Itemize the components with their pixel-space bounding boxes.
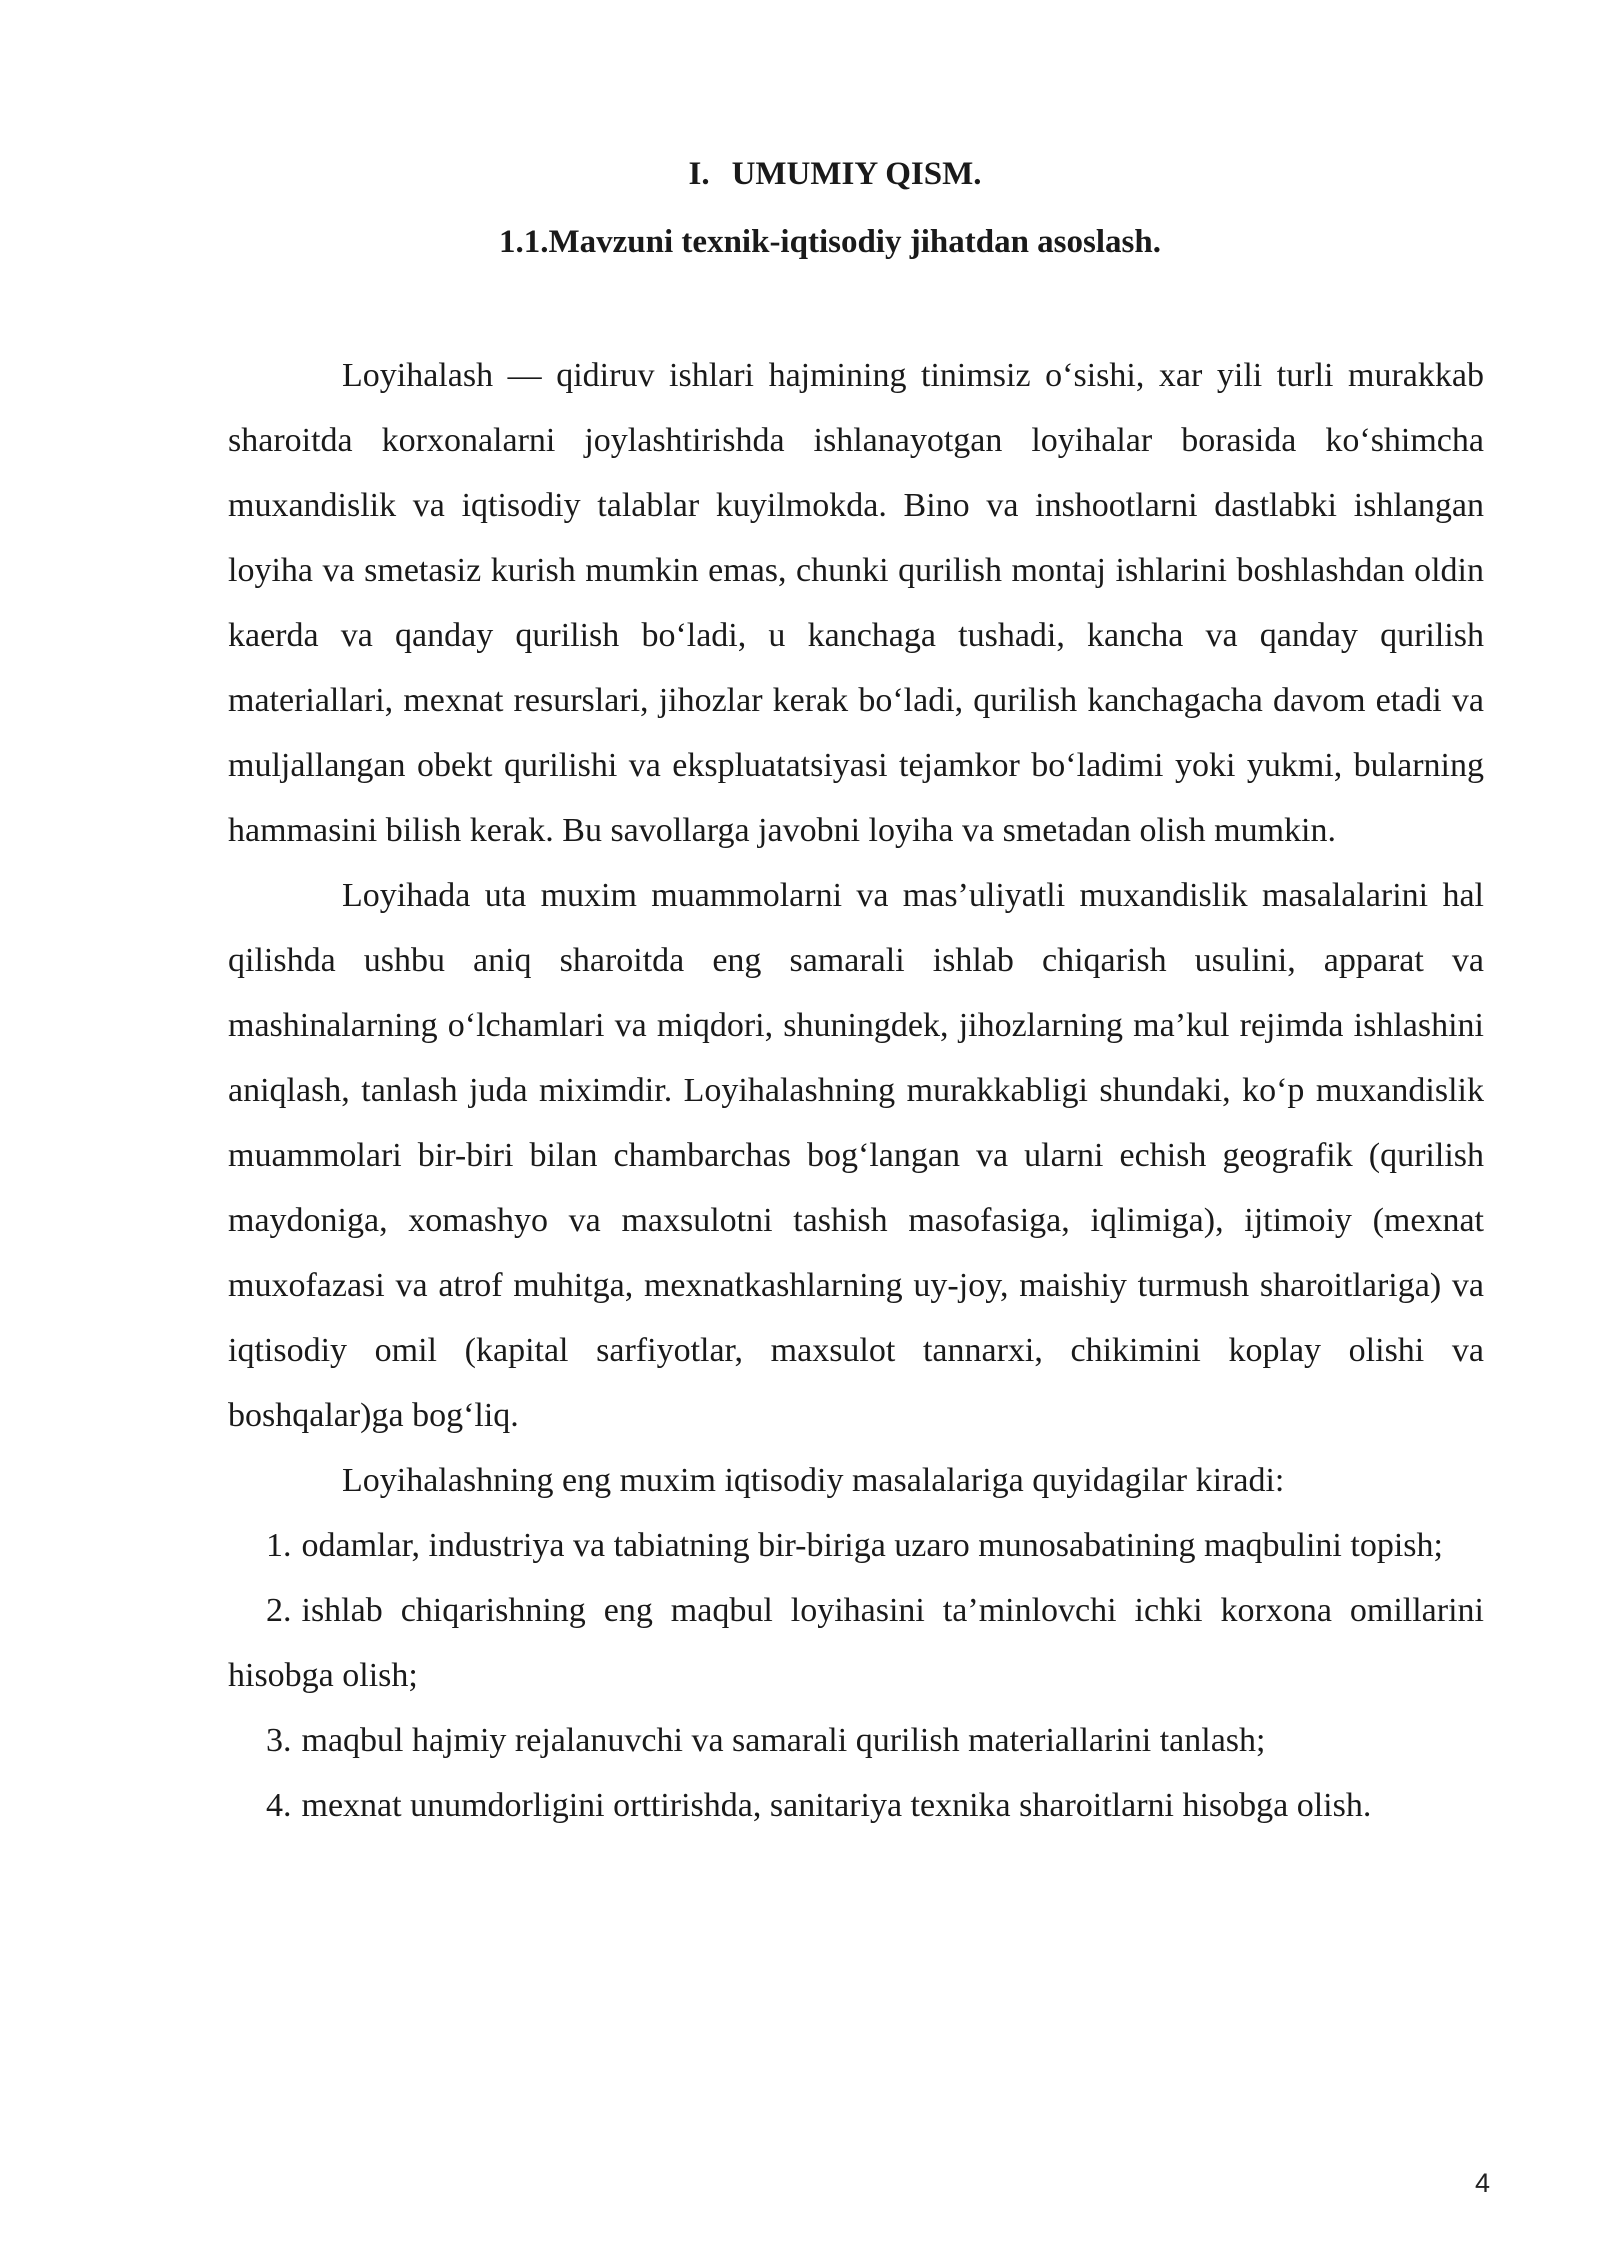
- list-item-text: ishlab chiqarishning eng maqbul loyihasini ta’minlovchi ichki korxona omillarini hisobga olish;: [228, 1592, 1484, 1694]
- list-item-text: maqbul hajmiy rejalanuvchi va samarali qurilish materiallarini tanlash;: [301, 1722, 1266, 1759]
- paragraph: Loyihalash — qidiruv ishlari hajmining tinimsiz o‘sishi, xar yili turli murakkab sharoitda korxonalarni joylashtirishda ishlanayotgan loyihalar borasida ko‘shimcha muxandislik va iqtisodiy talablar kuyilmokda. Bino va inshootlarni dastlabki ishlangan loyiha va smetasiz kurish mumkin emas, chunki qurilish montaj ishlarini boshlashdan oldin kaerda va qanday qurilish bo‘ladi, u kanchaga tushadi, kancha va qanday qurilish materiallari, mexnat resurslari, jihozlar kerak bo‘ladi, qurilish kanchagacha davom etadi va muljallangan obekt qurilishi va ekspluatatsiyasi tejamkor bo‘ladimi yoki yukmi, bularning hammasini bilish kerak. Bu savollarga javobni loyiha va smetadan olish mumkin.: [228, 357, 1484, 849]
- list-item: [228, 1578, 1484, 1708]
- list-item: [228, 1513, 1484, 1578]
- list-item-number: 2.: [266, 1592, 292, 1629]
- page-number: 4: [1474, 2168, 1490, 2198]
- list-item-text: mexnat unumdorligini orttirishda, sanitariya texnika sharoitlarni hisobga olish.: [301, 1787, 1372, 1824]
- body-text: [228, 343, 1484, 1838]
- section-number: I.: [688, 156, 710, 192]
- list-item-number: 1.: [266, 1527, 292, 1564]
- list-item-text: odamlar, industriya va tabiatning bir-biriga uzaro munosabatining maqbulini topish;: [301, 1527, 1443, 1564]
- list-item: [228, 1773, 1484, 1838]
- list-item: [228, 1708, 1484, 1773]
- subsection-heading: 1.1.Mavzuni texnik-iqtisodiy jihatdan asoslash.: [499, 224, 1161, 260]
- section-heading: [0, 154, 1600, 194]
- list-item-number: 3.: [266, 1722, 292, 1759]
- paragraph: Loyihalashning eng muxim iqtisodiy masalalariga quyidagilar kiradi:: [342, 1462, 1285, 1499]
- section-title: UMUMIY QISM.: [731, 156, 982, 192]
- list-item-number: 4.: [266, 1787, 292, 1824]
- paragraph: Loyihada uta muxim muammolarni va mas’uliyatli muxandislik masalalarini hal qilishda ushbu aniq sharoitda eng samarali ishlab chiqarish usulini, apparat va mashinalarning o‘lchamlari va miqdori, shuningdek, jihozlarning ma’kul rejimda ishlashini aniqlash, tanlash juda miximdir. Loyihalashning murakkabligi shundaki, ko‘p muxandislik muammolari bir-biri bilan chambarchas bog‘langan va ularni echish geografik (qurilish maydoniga, xomashyo va maxsulotni tashish masofasiga, iqlimiga), ijtimoiy (mexnat muxofazasi va atrof muhitga, mexnatkashlarning uy-joy, maishiy turmush sharoitlariga) va iqtisodiy omil (kapital sarfiyotlar, maxsulot tannarxi, chikimini koplay olishi va boshqalar)ga bog‘liq.: [228, 877, 1484, 1434]
